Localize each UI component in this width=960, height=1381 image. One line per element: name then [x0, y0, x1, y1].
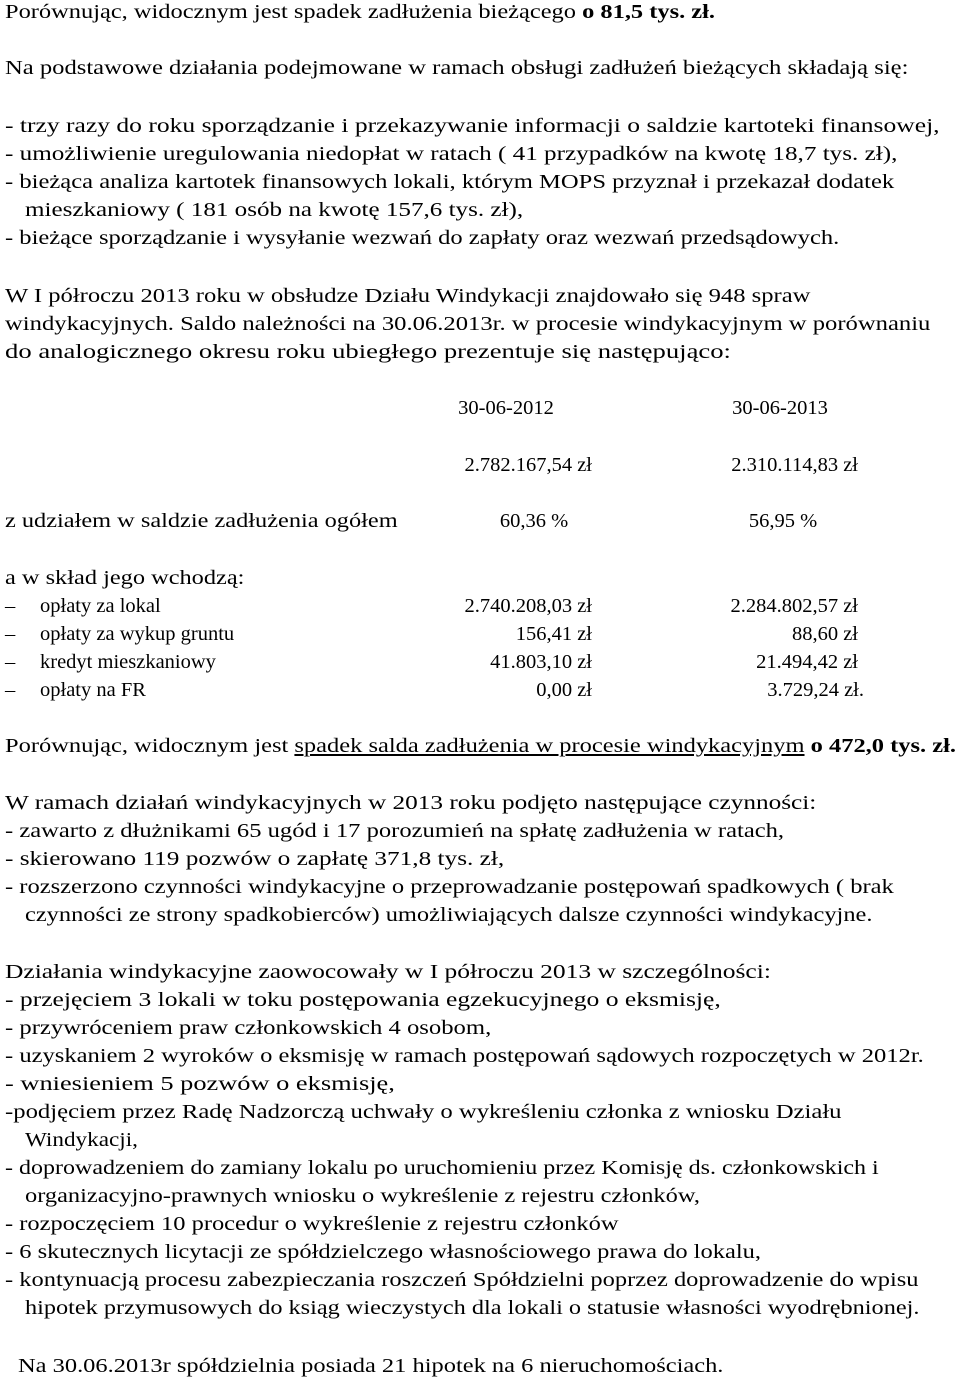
text: Porównując, widocznym jest spadek zadłużenia bieżącego — [5, 1, 583, 23]
text: organizacyjno-prawnych wniosku o wykreślenie z rejestru członków, — [25, 1185, 700, 1207]
dash-bullet: – — [5, 651, 16, 673]
paragraph-line — [5, 960, 771, 984]
text: hipotek przymusowych do ksiąg wieczystych dla lokali o statusie własności wyodrębnionej. — [25, 1297, 920, 1319]
row-label: opłaty za wykup gruntu — [40, 623, 235, 645]
row-value-2012: 2.740.208,03 zł — [464, 595, 592, 617]
list-item — [5, 142, 898, 166]
text: Windykacji, — [25, 1129, 138, 1151]
row-label: opłaty za lokal — [40, 595, 161, 617]
total-2013: 2.310.114,83 zł — [731, 454, 858, 476]
text: - 6 skutecznych licytacji ze spółdzielczego własnościowego prawa do lokalu, — [5, 1241, 761, 1263]
paragraph-line — [5, 312, 931, 336]
column-header-2012: 30-06-2012 — [458, 397, 554, 419]
row-value-2013: 3.729,24 zł. — [767, 679, 864, 701]
list-item — [5, 988, 721, 1012]
list-item — [5, 1240, 761, 1264]
list-item — [5, 1268, 919, 1292]
dash-bullet: – — [5, 595, 16, 617]
list-item — [5, 1044, 924, 1068]
text: a w skład jego wchodzą: — [5, 567, 245, 589]
text: - rozpoczęciem 10 procedur o wykreślenie z rejestru członków — [5, 1213, 619, 1235]
text: W ramach działań windykacyjnych w 2013 roku podjęto następujące czynności: — [5, 792, 817, 814]
paragraph-mortgages — [18, 1354, 724, 1378]
row-label: kredyt mieszkaniowy — [40, 651, 216, 673]
composition-label — [5, 566, 245, 590]
row-value-2013: 88,60 zł — [791, 623, 858, 645]
text: W I półroczu 2013 roku w obsłudze Działu Windykacji znajdowało się 948 spraw — [5, 285, 811, 307]
row-label: opłaty na FR — [40, 679, 146, 701]
paragraph-intro-actions — [5, 56, 909, 80]
text: czynności ze strony spadkobierców) umożliwiających dalsze czynności windykacyjne. — [25, 904, 873, 926]
dash-bullet: – — [5, 679, 16, 701]
row-value-2012: 0,00 zł — [536, 679, 592, 701]
text: - bieżąca analiza kartotek finansowych lokali, którym MOPS przyznał i przekazał dodatek — [5, 171, 895, 193]
dash-bullet: – — [5, 623, 16, 645]
text: Porównując, widocznym jest — [5, 735, 295, 757]
text: Działania windykacyjne zaowocowały w I półroczu 2013 w szczególności: — [5, 961, 771, 983]
row-value-2012: 41.803,10 zł — [490, 651, 592, 673]
bold-amount: o 472,0 tys. zł. — [810, 735, 957, 757]
list-item — [5, 170, 895, 194]
list-item — [5, 1212, 619, 1236]
list-item-continuation — [25, 1184, 700, 1208]
list-item — [5, 1156, 879, 1180]
text: z udziałem w saldzie zadłużenia ogółem — [5, 510, 398, 532]
row-value-2012: 156,41 zł — [515, 623, 592, 645]
text: - kontynuacją procesu zabezpieczania roszczeń Spółdzielni poprzez doprowadzenie do wpisu — [5, 1269, 919, 1291]
paragraph-summary-enforcement-debt — [5, 734, 957, 758]
total-2012: 2.782.167,54 zł — [464, 454, 592, 476]
underlined-text: spadek salda zadłużenia w procesie windykacyjnym — [294, 735, 805, 757]
list-item-continuation — [25, 198, 524, 222]
list-item — [5, 1100, 842, 1124]
paragraph-line — [5, 791, 817, 815]
list-item — [5, 875, 894, 899]
paragraph-line — [5, 284, 811, 308]
share-label — [5, 509, 398, 533]
text: - przejęciem 3 lokali w toku postępowania egzekucyjnego o eksmisję, — [5, 989, 721, 1011]
list-item — [5, 1072, 395, 1096]
text: - wniesieniem 5 pozwów o eksmisję, — [5, 1073, 395, 1095]
text: Na podstawowe działania podejmowane w ramach obsługi zadłużeń bieżących składają się: — [5, 57, 909, 79]
bold-amount: o 81,5 tys. zł. — [582, 1, 716, 23]
text: - trzy razy do roku sporządzanie i przekazywanie informacji o saldzie kartoteki finansowej, — [5, 115, 940, 137]
list-item-continuation — [25, 903, 873, 927]
text: - uzyskaniem 2 wyroków o eksmisję w ramach postępowań sądowych rozpoczętych w 2012r. — [5, 1045, 924, 1067]
list-item — [5, 1016, 492, 1040]
text: - przywróceniem praw członkowskich 4 osobom, — [5, 1017, 492, 1039]
list-item — [5, 819, 785, 843]
text: windykacyjnych. Saldo należności na 30.06.2013r. w procesie windykacyjnym w porównaniu — [5, 313, 931, 335]
text: -podjęciem przez Radę Nadzorczą uchwały o wykreśleniu członka z wniosku Działu — [5, 1101, 842, 1123]
text: - rozszerzono czynności windykacyjne o przeprowadzanie postępowań spadkowych ( brak — [5, 876, 894, 898]
column-header-2013: 30-06-2013 — [732, 397, 828, 419]
text: do analogicznego okresu roku ubiegłego prezentuje się następująco: — [5, 341, 731, 363]
list-item — [5, 226, 840, 250]
row-value-2013: 21.494,42 zł — [756, 651, 858, 673]
share-2012: 60,36 % — [499, 510, 569, 532]
text: - umożliwienie uregulowania niedopłat w ratach ( 41 przypadków na kwotę 18,7 tys. zł), — [5, 143, 898, 165]
text: - doprowadzeniem do zamiany lokalu po uruchomieniu przez Komisję ds. członkowskich i — [5, 1157, 879, 1179]
paragraph-line — [5, 340, 731, 364]
text: mieszkaniowy ( 181 osób na kwotę 157,6 tys. zł), — [25, 199, 524, 221]
list-item-continuation — [25, 1296, 920, 1320]
text: - bieżące sporządzanie i wysyłanie wezwań do zapłaty oraz wezwań przedsądowych. — [5, 227, 840, 249]
share-2013: 56,95 % — [748, 510, 818, 532]
paragraph-summary-current-debt — [5, 0, 716, 24]
row-value-2013: 2.284.802,57 zł — [730, 595, 858, 617]
text: - skierowano 119 pozwów o zapłatę 371,8 tys. zł, — [5, 848, 505, 870]
text: Na 30.06.2013r spółdzielnia posiada 21 hipotek na 6 nieruchomościach. — [18, 1355, 724, 1377]
list-item — [5, 847, 505, 871]
list-item — [5, 114, 940, 138]
list-item-continuation — [25, 1128, 138, 1152]
text: - zawarto z dłużnikami 65 ugód i 17 porozumień na spłatę zadłużenia w ratach, — [5, 820, 785, 842]
